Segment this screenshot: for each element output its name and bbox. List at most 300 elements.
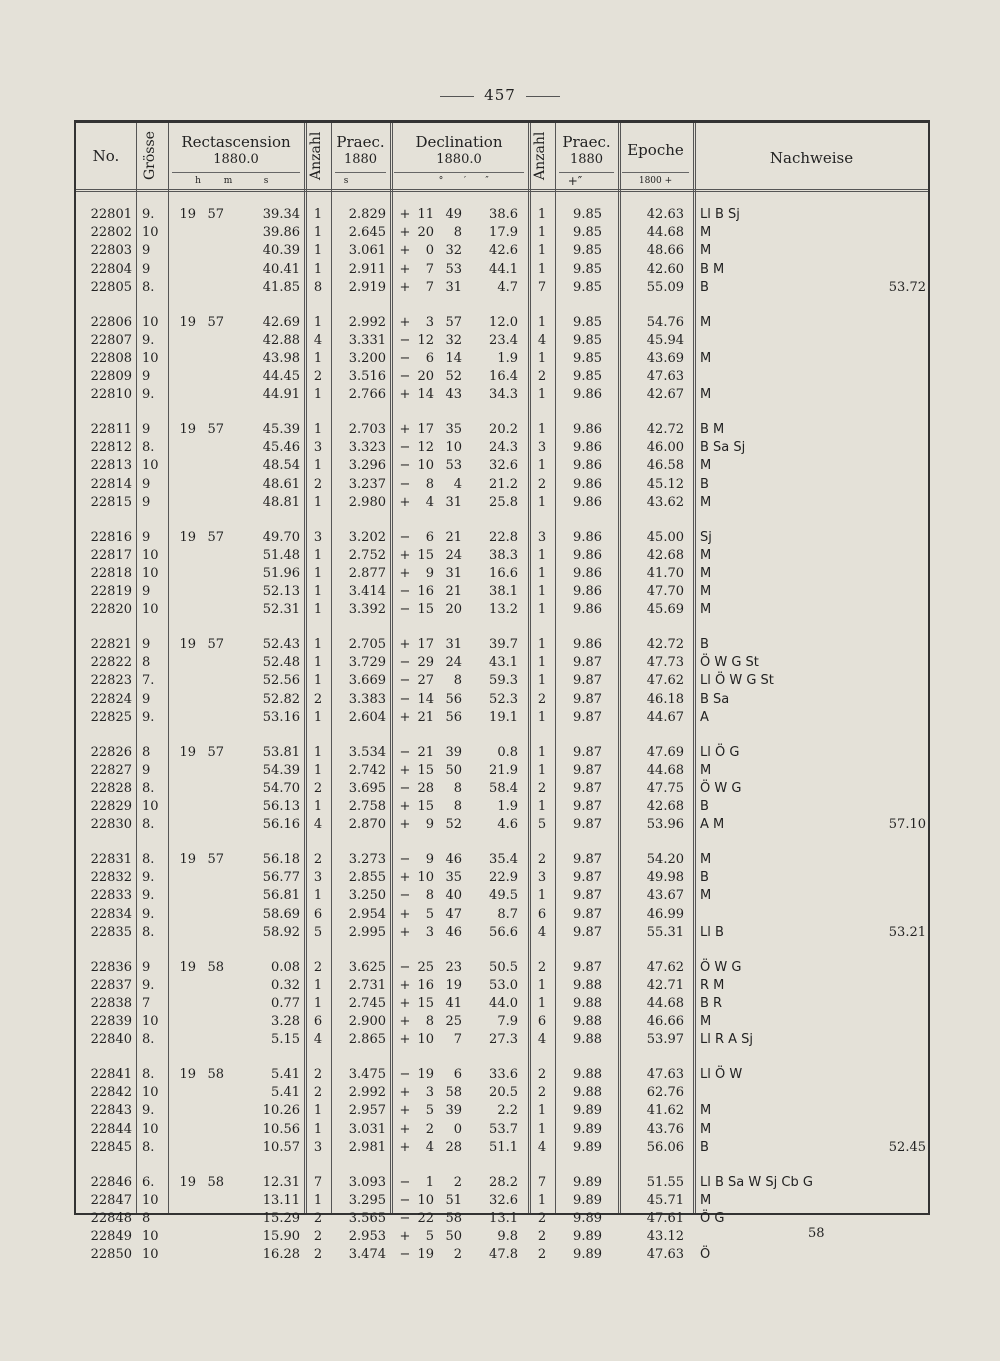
cell-dd: 14	[417, 691, 434, 707]
cell-no: 22808	[90, 350, 132, 366]
cell-no: 22829	[90, 799, 132, 815]
header-anzahl: Anzahl	[308, 131, 324, 181]
cell-nw: M	[700, 243, 712, 259]
cell-sign: +	[399, 977, 411, 993]
cell-n1: 1	[313, 458, 323, 474]
cell-pra: 2.957	[348, 1103, 386, 1119]
cell-no: 22837	[90, 977, 132, 993]
cell-dd: 9	[425, 817, 434, 833]
cell-ep: 45.12	[646, 476, 684, 492]
cell-ds: 16.4	[489, 369, 518, 385]
cell-dd: 14	[417, 387, 434, 403]
cell-ep: 56.06	[646, 1139, 684, 1155]
header-praec-ra-rule	[335, 172, 386, 173]
cell-ds: 8.7	[497, 906, 518, 922]
cell-ds: 59.3	[489, 673, 518, 689]
table-row	[76, 978, 928, 996]
cell-nw: A	[700, 709, 709, 725]
cell-pra: 3.295	[348, 1192, 386, 1208]
cell-prd: 9.85	[573, 279, 602, 295]
cell-dm: 8	[453, 780, 462, 796]
cell-s: 52.31	[262, 602, 300, 618]
cell-ds: 47.8	[489, 1247, 518, 1263]
cell-g: 10	[142, 350, 159, 366]
table-row	[76, 422, 928, 440]
cell-no: 22832	[90, 870, 132, 886]
cell-g: 9.	[142, 332, 155, 348]
cell-s: 53.16	[262, 709, 300, 725]
cell-n1: 2	[313, 1247, 323, 1263]
cell-n1: 1	[313, 422, 323, 437]
cell-ds: 32.6	[489, 458, 518, 474]
cell-prd: 9.86	[573, 637, 602, 652]
cell-dm: 28	[445, 1139, 462, 1155]
cell-dm: 39	[445, 1103, 462, 1119]
cell-s: 43.98	[262, 350, 300, 366]
cell-pra: 2.919	[348, 279, 386, 295]
cell-ep: 45.94	[646, 332, 684, 348]
cell-dd: 25	[417, 959, 434, 975]
cell-no: 22814	[90, 476, 132, 492]
cell-n2: 7	[537, 1174, 547, 1190]
cell-n1: 2	[313, 1067, 323, 1082]
cell-no: 22804	[90, 261, 132, 277]
header-praec-dec-unit: +″	[567, 174, 583, 188]
cell-dm: 52	[445, 817, 462, 833]
cell-dd: 6	[425, 529, 434, 545]
cell-n2: 2	[537, 691, 547, 707]
cell-no: 22816	[90, 529, 132, 545]
cell-nw: Ll Ö W G St	[700, 673, 774, 689]
table-row	[76, 1032, 928, 1050]
cell-ep: 46.99	[646, 906, 684, 922]
cell-s: 0.77	[271, 995, 300, 1011]
cell-s: 0.08	[271, 959, 300, 975]
cell-sign: −	[399, 476, 411, 492]
cell-dd: 0	[425, 243, 434, 259]
cell-s: 10.57	[262, 1139, 300, 1155]
cell-dm: 58	[445, 1085, 462, 1101]
cell-dm: 51	[445, 1192, 462, 1208]
cell-ep: 47.62	[646, 673, 684, 689]
cell-dd: 7	[425, 279, 434, 295]
cell-no: 22840	[90, 1032, 132, 1048]
cell-prd: 9.87	[573, 780, 602, 796]
cell-no: 22828	[90, 780, 132, 796]
cell-dm: 24	[445, 547, 462, 563]
cell-n2: 6	[537, 1014, 547, 1030]
cell-ds: 52.3	[489, 691, 518, 707]
cell-pra: 3.516	[348, 369, 386, 385]
header-praec-dec-year: 1880	[569, 152, 604, 167]
cell-nw: M	[700, 1103, 712, 1119]
cell-sign: +	[399, 709, 411, 725]
cell-prd: 9.87	[573, 762, 602, 778]
cell-n2: 1	[537, 565, 547, 581]
cell-ds: 4.6	[497, 817, 518, 833]
table-row	[76, 1140, 928, 1158]
cell-n2: 1	[537, 602, 547, 618]
table-row	[76, 262, 928, 280]
cell-no: 22838	[90, 995, 132, 1011]
cell-n2: 6	[537, 906, 547, 922]
cell-dd: 21	[417, 709, 434, 725]
cell-dd: 1	[425, 1174, 434, 1190]
cell-dm: 21	[445, 529, 462, 545]
cell-prd: 9.87	[573, 959, 602, 975]
cell-pra: 2.829	[348, 207, 386, 222]
cell-ra-minutes: 57	[207, 637, 224, 652]
cell-sign: −	[399, 1174, 411, 1190]
cell-prd: 9.86	[573, 440, 602, 456]
cell-dm: 8	[453, 799, 462, 815]
cell-ep: 45.69	[646, 602, 684, 618]
cell-g: 9.	[142, 709, 155, 725]
cell-dd: 6	[425, 350, 434, 366]
cell-ds: 16.6	[489, 565, 518, 581]
table-row	[76, 745, 928, 763]
cell-n1: 1	[313, 387, 323, 403]
cell-pra: 3.273	[348, 852, 386, 867]
cell-ep: 47.70	[646, 584, 684, 600]
cell-g: 8.	[142, 440, 155, 456]
cell-ep: 47.62	[646, 959, 684, 975]
cell-no: 22807	[90, 332, 132, 348]
header-epoche: Epoche	[627, 141, 684, 159]
cell-s: 51.96	[262, 565, 300, 581]
cell-prd: 9.89	[573, 1229, 602, 1245]
cell-dd: 27	[417, 673, 434, 689]
cell-nw: Ö W G	[700, 780, 742, 796]
header-dec-deg: °	[438, 176, 444, 186]
table-row	[76, 1085, 928, 1103]
cell-nw: R M	[700, 977, 725, 993]
cell-ep: 53.96	[646, 817, 684, 833]
cell-dd: 21	[417, 744, 434, 760]
cell-dd: 15	[417, 995, 434, 1011]
cell-n1: 1	[313, 995, 323, 1011]
cell-pra: 3.392	[348, 602, 386, 618]
cell-ra-minutes: 58	[207, 1174, 224, 1190]
cell-nw: Ll Ö W	[700, 1067, 743, 1082]
cell-dm: 40	[445, 888, 462, 904]
cell-ep: 62.76	[646, 1085, 684, 1101]
cell-no: 22824	[90, 691, 132, 707]
cell-pra: 2.995	[348, 924, 386, 940]
table-row	[76, 584, 928, 602]
header-anzahl2: Anzahl	[532, 131, 548, 181]
cell-dd: 4	[425, 494, 434, 510]
cell-dd: 12	[417, 332, 434, 348]
cell-sign: −	[399, 691, 411, 707]
cell-n2: 2	[537, 1229, 547, 1245]
cell-prd: 9.85	[573, 243, 602, 259]
cell-prd: 9.85	[573, 261, 602, 277]
cell-pra: 3.237	[348, 476, 386, 492]
cell-prd: 9.89	[573, 1121, 602, 1137]
table-row	[76, 369, 928, 387]
cell-g: 9.	[142, 977, 155, 993]
cell-dd: 9	[425, 852, 434, 867]
cell-ra-minutes: 58	[207, 959, 224, 975]
cell-g: 9	[142, 959, 151, 975]
cell-no: 22825	[90, 709, 132, 725]
cell-ds: 38.3	[489, 547, 518, 563]
cell-g: 9	[142, 369, 151, 385]
cell-ep: 45.00	[646, 529, 684, 545]
cell-ep: 44.68	[646, 995, 684, 1011]
cell-ep: 47.63	[646, 1247, 684, 1263]
cell-n1: 2	[313, 1085, 323, 1101]
cell-g: 10	[142, 458, 159, 474]
cell-pra: 2.953	[348, 1229, 386, 1245]
cell-prd: 9.89	[573, 1103, 602, 1119]
cell-n2: 1	[537, 888, 547, 904]
cell-dm: 46	[445, 852, 462, 867]
cell-pra: 3.031	[348, 1121, 386, 1137]
cell-pra: 3.625	[348, 959, 386, 975]
cell-nw: B Sa	[700, 691, 730, 707]
footer-number: 58	[808, 1226, 825, 1241]
cell-g: 8	[142, 744, 151, 760]
cell-g: 10	[142, 1085, 159, 1101]
cell-n1: 1	[313, 243, 323, 259]
cell-dm: 57	[445, 314, 462, 330]
cell-sign: −	[399, 332, 411, 348]
table-row	[76, 799, 928, 817]
cell-no: 22815	[90, 494, 132, 510]
cell-sign: −	[399, 1210, 411, 1226]
cell-pra: 3.534	[348, 744, 386, 760]
table-row	[76, 1067, 928, 1085]
cell-sign: −	[399, 1247, 411, 1263]
cell-sign: −	[399, 350, 411, 366]
cell-n2: 1	[537, 350, 547, 366]
cell-n2: 2	[537, 1210, 547, 1226]
cell-n2: 1	[537, 314, 547, 330]
cell-g: 9	[142, 637, 151, 652]
cell-sign: +	[399, 207, 411, 222]
cell-sign: −	[399, 602, 411, 618]
cell-pra: 3.383	[348, 691, 386, 707]
cell-dm: 35	[445, 422, 462, 437]
cell-dm: 50	[445, 1229, 462, 1245]
cell-ds: 32.6	[489, 1192, 518, 1208]
cell-sign: +	[399, 817, 411, 833]
cell-g: 10	[142, 602, 159, 618]
cell-g: 9.	[142, 387, 155, 403]
cell-pra: 3.093	[348, 1174, 386, 1190]
cell-nw: B Sa Sj	[700, 440, 746, 456]
cell-n2: 1	[537, 243, 547, 259]
cell-ds: 13.1	[489, 1210, 518, 1226]
header-dec-title: Declination	[415, 133, 503, 151]
cell-g: 9	[142, 476, 151, 492]
table-row	[76, 925, 928, 943]
cell-n2: 4	[537, 1139, 547, 1155]
cell-s: 39.86	[262, 225, 300, 241]
cell-no: 22801	[90, 207, 132, 222]
cell-nw: B	[700, 476, 709, 492]
cell-n1: 1	[313, 1121, 323, 1137]
cell-g: 8.	[142, 1139, 155, 1155]
cell-pra: 3.331	[348, 332, 386, 348]
cell-n2: 1	[537, 422, 547, 437]
cell-n1: 1	[313, 655, 323, 671]
cell-sign: +	[399, 1103, 411, 1119]
cell-sign: −	[399, 440, 411, 456]
table-row	[76, 637, 928, 655]
cell-ds: 23.4	[489, 332, 518, 348]
cell-prd: 9.88	[573, 1032, 602, 1048]
cell-g: 9.	[142, 1103, 155, 1119]
cell-sign: +	[399, 494, 411, 510]
cell-n2: 1	[537, 637, 547, 652]
cell-s: 15.29	[262, 1210, 300, 1226]
cell-s: 40.39	[262, 243, 300, 259]
table-row	[76, 655, 928, 673]
table-row	[76, 333, 928, 351]
cell-n1: 3	[313, 440, 323, 456]
page-number-text: 457	[484, 86, 516, 104]
cell-pra: 3.695	[348, 780, 386, 796]
cell-s: 51.48	[262, 547, 300, 563]
cell-n1: 4	[313, 817, 323, 833]
header-epoche-rule	[622, 172, 689, 173]
cell-dm: 24	[445, 655, 462, 671]
cell-dd: 8	[425, 888, 434, 904]
cell-g: 9	[142, 422, 151, 437]
cell-dm: 6	[453, 1067, 462, 1082]
cell-ra-hours: 19	[179, 1067, 196, 1082]
cell-sign: +	[399, 1121, 411, 1137]
cell-pra: 2.911	[348, 261, 386, 277]
cell-dm: 32	[445, 243, 462, 259]
cell-ds: 42.6	[489, 243, 518, 259]
cell-ep: 42.72	[646, 422, 684, 437]
cell-n1: 1	[313, 744, 323, 760]
cell-prd: 9.85	[573, 314, 602, 330]
cell-g: 8.	[142, 852, 155, 867]
cell-prd: 9.87	[573, 906, 602, 922]
cell-sign: +	[399, 637, 411, 652]
cell-dm: 21	[445, 584, 462, 600]
cell-prd: 9.86	[573, 565, 602, 581]
cell-g: 6.	[142, 1174, 155, 1190]
cell-n2: 1	[537, 995, 547, 1011]
cell-no: 22831	[90, 852, 132, 867]
cell-prd: 9.87	[573, 744, 602, 760]
table-row	[76, 673, 928, 691]
cell-s: 53.81	[262, 744, 300, 760]
cell-n2: 3	[537, 870, 547, 886]
cell-prd: 9.88	[573, 977, 602, 993]
cell-pra: 2.900	[348, 1014, 386, 1030]
cell-pra: 2.981	[348, 1139, 386, 1155]
cell-nw: M	[700, 314, 712, 330]
cell-n2: 1	[537, 494, 547, 510]
cell-nw: B	[700, 799, 709, 815]
star-catalog-table	[74, 120, 930, 1263]
cell-g: 9.	[142, 906, 155, 922]
cell-g: 10	[142, 799, 159, 815]
cell-sign: +	[399, 995, 411, 1011]
cell-g: 10	[142, 1247, 159, 1263]
cell-n1: 1	[313, 888, 323, 904]
cell-ra-hours: 19	[179, 529, 196, 545]
cell-ep: 43.67	[646, 888, 684, 904]
cell-prd: 9.88	[573, 1085, 602, 1101]
cell-sign: +	[399, 1139, 411, 1155]
cell-sign: +	[399, 924, 411, 940]
cell-pra: 3.296	[348, 458, 386, 474]
cell-n2: 1	[537, 207, 547, 222]
cell-n1: 1	[313, 350, 323, 366]
cell-n2: 1	[537, 458, 547, 474]
cell-s: 58.92	[262, 924, 300, 940]
cell-sign: −	[399, 584, 411, 600]
cell-ep: 47.63	[646, 1067, 684, 1082]
cell-pra: 2.877	[348, 565, 386, 581]
cell-nw: M	[700, 547, 712, 563]
header-ra-epoch: 1880.0	[213, 152, 259, 167]
cell-dd: 3	[425, 314, 434, 330]
cell-g: 8.	[142, 924, 155, 940]
cell-prd: 9.88	[573, 995, 602, 1011]
cell-pra: 2.766	[348, 387, 386, 403]
header-ra-h: h	[195, 176, 201, 186]
cell-nw: M	[700, 225, 712, 241]
cell-prd: 9.85	[573, 332, 602, 348]
cell-ds: 44.0	[489, 995, 518, 1011]
cell-n2: 1	[537, 225, 547, 241]
cell-g: 9	[142, 243, 151, 259]
cell-nw: M	[700, 387, 712, 403]
cell-ds: 1.9	[497, 350, 518, 366]
cell-g: 9.	[142, 888, 155, 904]
cell-prd: 9.86	[573, 602, 602, 618]
cell-prd: 9.86	[573, 529, 602, 545]
table-row	[76, 692, 928, 710]
cell-nw: B	[700, 870, 709, 886]
cell-dd: 10	[417, 870, 434, 886]
cell-pra: 2.645	[348, 225, 386, 241]
cell-nw: M	[700, 602, 712, 618]
cell-no: 22830	[90, 817, 132, 833]
cell-s: 52.48	[262, 655, 300, 671]
cell-s: 54.39	[262, 762, 300, 778]
cell-ep: 42.63	[646, 207, 684, 222]
table-row	[76, 280, 928, 298]
table-row	[76, 1103, 928, 1121]
cell-n2: 2	[537, 476, 547, 492]
cell-pra: 3.202	[348, 529, 386, 545]
cell-g: 10	[142, 225, 159, 241]
cell-g: 10	[142, 565, 159, 581]
cell-no: 22834	[90, 906, 132, 922]
cell-sign: −	[399, 852, 411, 867]
cell-sign: +	[399, 279, 411, 295]
cell-dm: 31	[445, 494, 462, 510]
cell-dm: 32	[445, 332, 462, 348]
cell-prd: 9.86	[573, 584, 602, 600]
cell-g: 9.	[142, 207, 155, 222]
cell-sign: +	[399, 906, 411, 922]
cell-sign: −	[399, 529, 411, 545]
cell-prd: 9.87	[573, 655, 602, 671]
cell-n2: 1	[537, 1103, 547, 1119]
header-no: No.	[92, 147, 120, 165]
